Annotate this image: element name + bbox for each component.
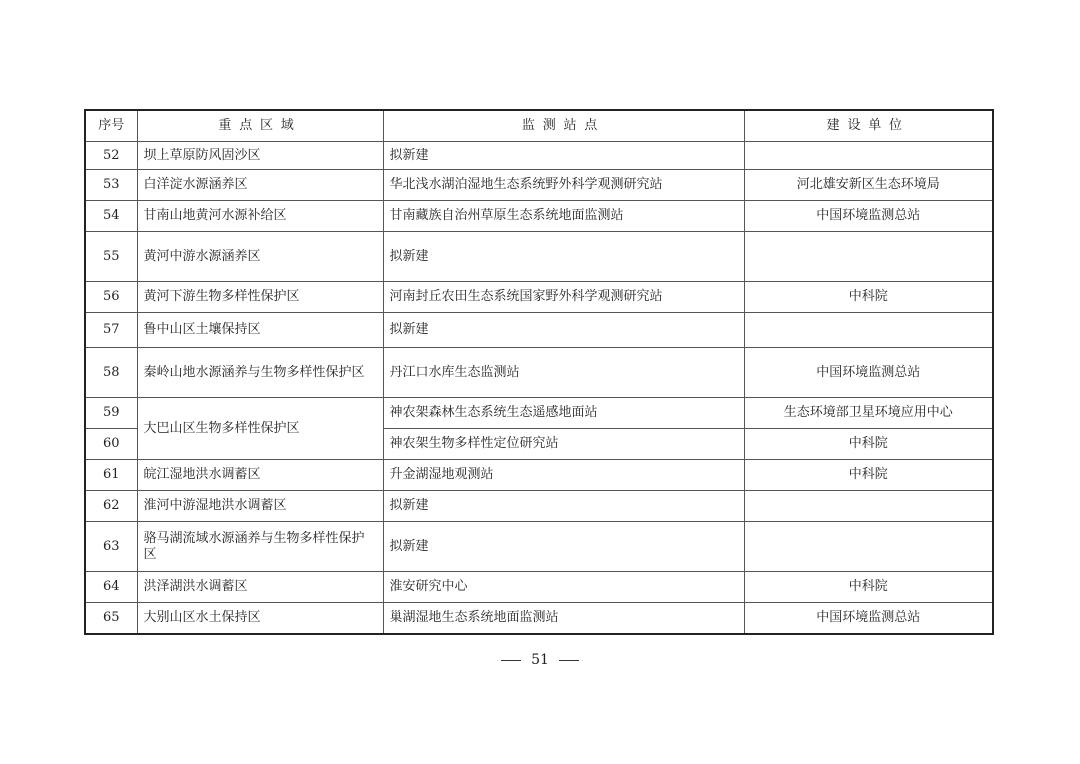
row-area: 秦岭山地水源涵养与生物多样性保护区	[137, 348, 383, 398]
row-unit	[744, 491, 993, 522]
row-station: 拟新建	[383, 142, 744, 170]
header-seq: 序号	[85, 110, 137, 142]
row-area: 洪泽湖洪水调蓄区	[137, 572, 383, 603]
row-seq: 56	[85, 282, 137, 313]
row-station: 拟新建	[383, 491, 744, 522]
header-station: 监测站点	[383, 110, 744, 142]
row-seq: 64	[85, 572, 137, 603]
row-seq: 52	[85, 142, 137, 170]
row-station: 丹江口水库生态监测站	[383, 348, 744, 398]
page-dash-right	[559, 660, 579, 661]
row-area: 皖江湿地洪水调蓄区	[137, 460, 383, 491]
row-seq: 65	[85, 603, 137, 634]
row-station: 拟新建	[383, 232, 744, 282]
row-unit	[744, 522, 993, 572]
table-row	[85, 398, 993, 429]
row-area: 大巴山区生物多样性保护区	[137, 398, 383, 460]
table-row	[85, 460, 993, 491]
row-area: 骆马湖流域水源涵养与生物多样性保护区	[137, 522, 383, 572]
row-seq: 55	[85, 232, 137, 282]
row-unit: 河北雄安新区生态环境局	[744, 170, 993, 201]
row-unit: 生态环境部卫星环境应用中心	[744, 398, 993, 429]
row-area: 大别山区水土保持区	[137, 603, 383, 634]
row-unit: 中科院	[744, 429, 993, 460]
table-row	[85, 232, 993, 282]
row-area: 黄河中游水源涵养区	[137, 232, 383, 282]
table-row	[85, 491, 993, 522]
table-row	[85, 313, 993, 348]
table-row	[85, 142, 993, 170]
row-seq: 63	[85, 522, 137, 572]
row-station: 甘南藏族自治州草原生态系统地面监测站	[383, 201, 744, 232]
header-unit: 建设单位	[744, 110, 993, 142]
row-unit	[744, 313, 993, 348]
row-area: 淮河中游湿地洪水调蓄区	[137, 491, 383, 522]
row-seq: 57	[85, 313, 137, 348]
table-row	[85, 603, 993, 634]
row-unit	[744, 232, 993, 282]
row-area: 黄河下游生物多样性保护区	[137, 282, 383, 313]
row-unit: 中国环境监测总站	[744, 201, 993, 232]
row-unit: 中国环境监测总站	[744, 603, 993, 634]
row-station: 神农架森林生态系统生态遥感地面站	[383, 398, 744, 429]
row-area: 坝上草原防风固沙区	[137, 142, 383, 170]
row-unit	[744, 142, 993, 170]
row-seq: 60	[85, 429, 137, 460]
row-seq: 54	[85, 201, 137, 232]
row-area: 甘南山地黄河水源补给区	[137, 201, 383, 232]
row-station: 华北浅水湖泊湿地生态系统野外科学观测研究站	[383, 170, 744, 201]
page-dash-left	[501, 660, 521, 661]
table-header-row	[85, 110, 993, 142]
row-area: 白洋淀水源涵养区	[137, 170, 383, 201]
table-row	[85, 348, 993, 398]
table-row	[85, 282, 993, 313]
row-area: 鲁中山区土壤保持区	[137, 313, 383, 348]
row-station: 拟新建	[383, 313, 744, 348]
row-station: 巢湖湿地生态系统地面监测站	[383, 603, 744, 634]
page-number-text: 51	[531, 652, 549, 668]
page-number	[0, 652, 1080, 668]
row-station: 神农架生物多样性定位研究站	[383, 429, 744, 460]
row-seq: 61	[85, 460, 137, 491]
header-area: 重点区域	[137, 110, 383, 142]
table-row	[85, 170, 993, 201]
monitoring-table	[84, 109, 994, 635]
row-seq: 53	[85, 170, 137, 201]
table-row	[85, 572, 993, 603]
table-row	[85, 201, 993, 232]
row-seq: 58	[85, 348, 137, 398]
row-station: 升金湖湿地观测站	[383, 460, 744, 491]
row-seq: 59	[85, 398, 137, 429]
row-unit: 中科院	[744, 460, 993, 491]
row-seq: 62	[85, 491, 137, 522]
row-unit: 中国环境监测总站	[744, 348, 993, 398]
row-station: 淮安研究中心	[383, 572, 744, 603]
row-station: 河南封丘农田生态系统国家野外科学观测研究站	[383, 282, 744, 313]
row-unit: 中科院	[744, 572, 993, 603]
table-row	[85, 522, 993, 572]
row-station: 拟新建	[383, 522, 744, 572]
row-unit: 中科院	[744, 282, 993, 313]
